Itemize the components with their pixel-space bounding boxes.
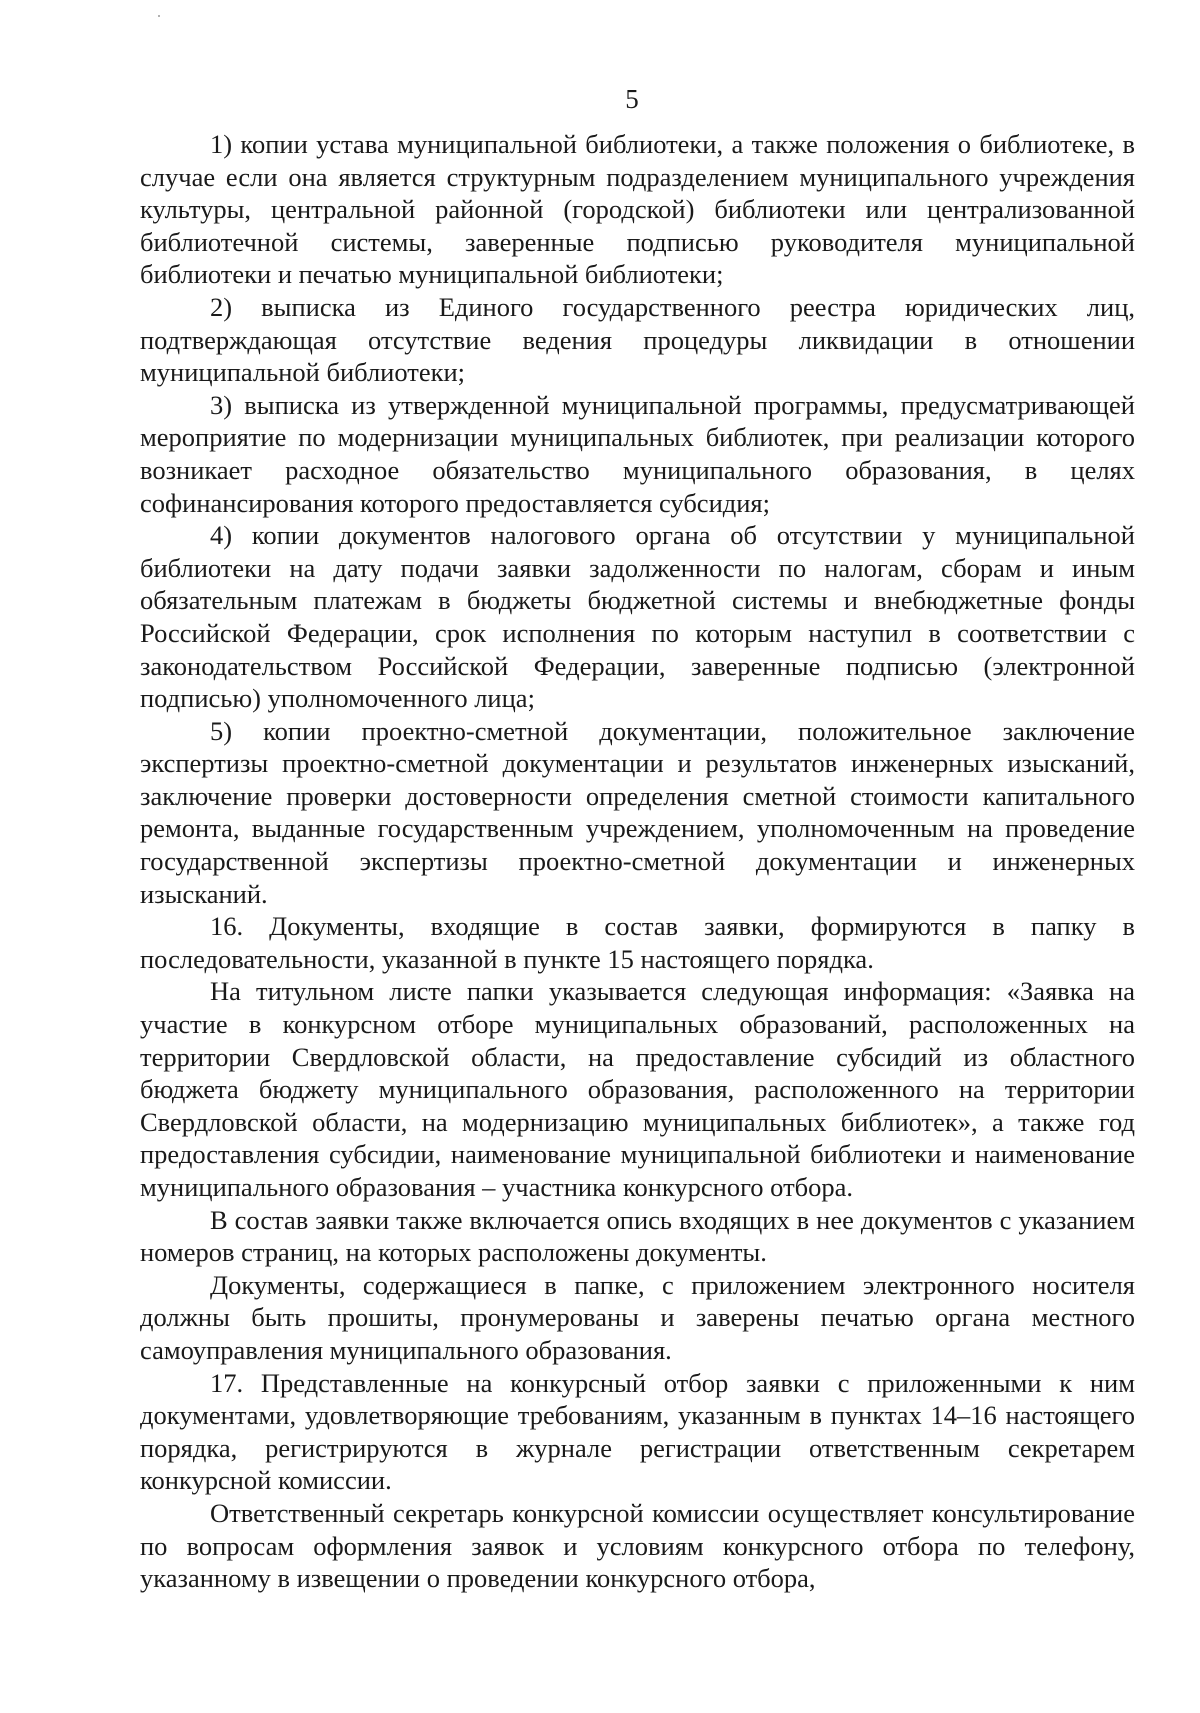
document-body bbox=[140, 128, 1135, 1595]
scan-speck bbox=[158, 15, 160, 17]
paragraph-item-5-design-documentation: 5) копии проектно-сметной документации, положительное заключение экспертизы проектно-сметной документации и результатов инженерных изысканий, заключение проверки достоверности определения сметной стоимости капитального ремонта, выданные государственным учреждением, уполномоченным на проведение государственной экспертизы проектно-сметной документации и инженерных изысканий. bbox=[140, 715, 1135, 909]
paragraph-clause-16: 16. Документы, входящие в состав заявки, формируются в папку в последовательности, указанной в пункте 15 настоящего порядка. bbox=[140, 911, 1135, 974]
paragraph-item-3-program-extract: 3) выписка из утвержденной муниципальной программы, предусматривающей мероприятие по модернизации муниципальных библиотек, при реализации которого возникает расходное обязательство муниципального образования, в целях софинансирования которого предоставляется субсидия; bbox=[140, 389, 1135, 518]
paragraph-title-sheet-info: На титульном листе папки указывается следующая информация: «Заявка на участие в конкурсном отборе муниципальных образований, расположенных на территории Свердловской области, на предоставление субсидий из областного бюджета бюджету муниципального образования, расположенного на территории Свердловской области, на модернизацию муниципальных библиотек», а также год предоставления субсидии, наименование муниципальной библиотеки и наименование муниципального образования – участника конкурсного отбора. bbox=[140, 976, 1135, 1202]
paragraph-item-1-charter-copies: 1) копии устава муниципальной библиотеки, а также положения о библиотеке, в случае если она является структурным подразделением муниципального учреждения культуры, центральной районной (городской) библиотеки или централизованной библиотечной системы, заверенные подписью руководителя муниципальной библиотеки и печатью муниципальной библиотеки; bbox=[140, 129, 1135, 290]
page-number: 5 bbox=[625, 84, 639, 114]
paragraph-document-inventory: В состав заявки также включается опись входящих в нее документов с указанием номеров страниц, на которых расположены документы. bbox=[140, 1204, 1135, 1268]
paragraph-item-4-tax-documents: 4) копии документов налогового органа об отсутствии у муниципальной библиотеки на дату подачи заявки задолженности по налогам, сборам и иным обязательным платежам в бюджеты бюджетной системы и внебюджетные фонды Российской Федерации, срок исполнения по которым наступил в соответствии с законодательством Российской Федерации, заверенные подписью (электронной подписью) уполномоченного лица; bbox=[140, 520, 1135, 714]
paragraph-clause-17: 17. Представленные на конкурсный отбор заявки с приложенными к ним документами, удовлетворяющие требованиям, указанным в пунктах 14–16 настоящего порядка, регистрируются в журнале регистрации ответственным секретарем конкурсной комиссии. bbox=[140, 1367, 1135, 1496]
paragraph-binding-requirements: Документы, содержащиеся в папке, с приложением электронного носителя должны быть прошиты, пронумерованы и заверены печатью органа местного самоуправления муниципального образования. bbox=[140, 1269, 1135, 1365]
paragraph-item-2-registry-extract: 2) выписка из Единого государственного реестра юридических лиц, подтверждающая отсутствие ведения процедуры ликвидации в отношении муниципальной библиотеки; bbox=[140, 291, 1135, 388]
paragraph-secretary-consulting: Ответственный секретарь конкурсной комиссии осуществляет консультирование по вопросам оформления заявок и условиям конкурсного отбора по телефону, указанному в извещении о проведении конкурсного отбора, bbox=[140, 1497, 1135, 1594]
